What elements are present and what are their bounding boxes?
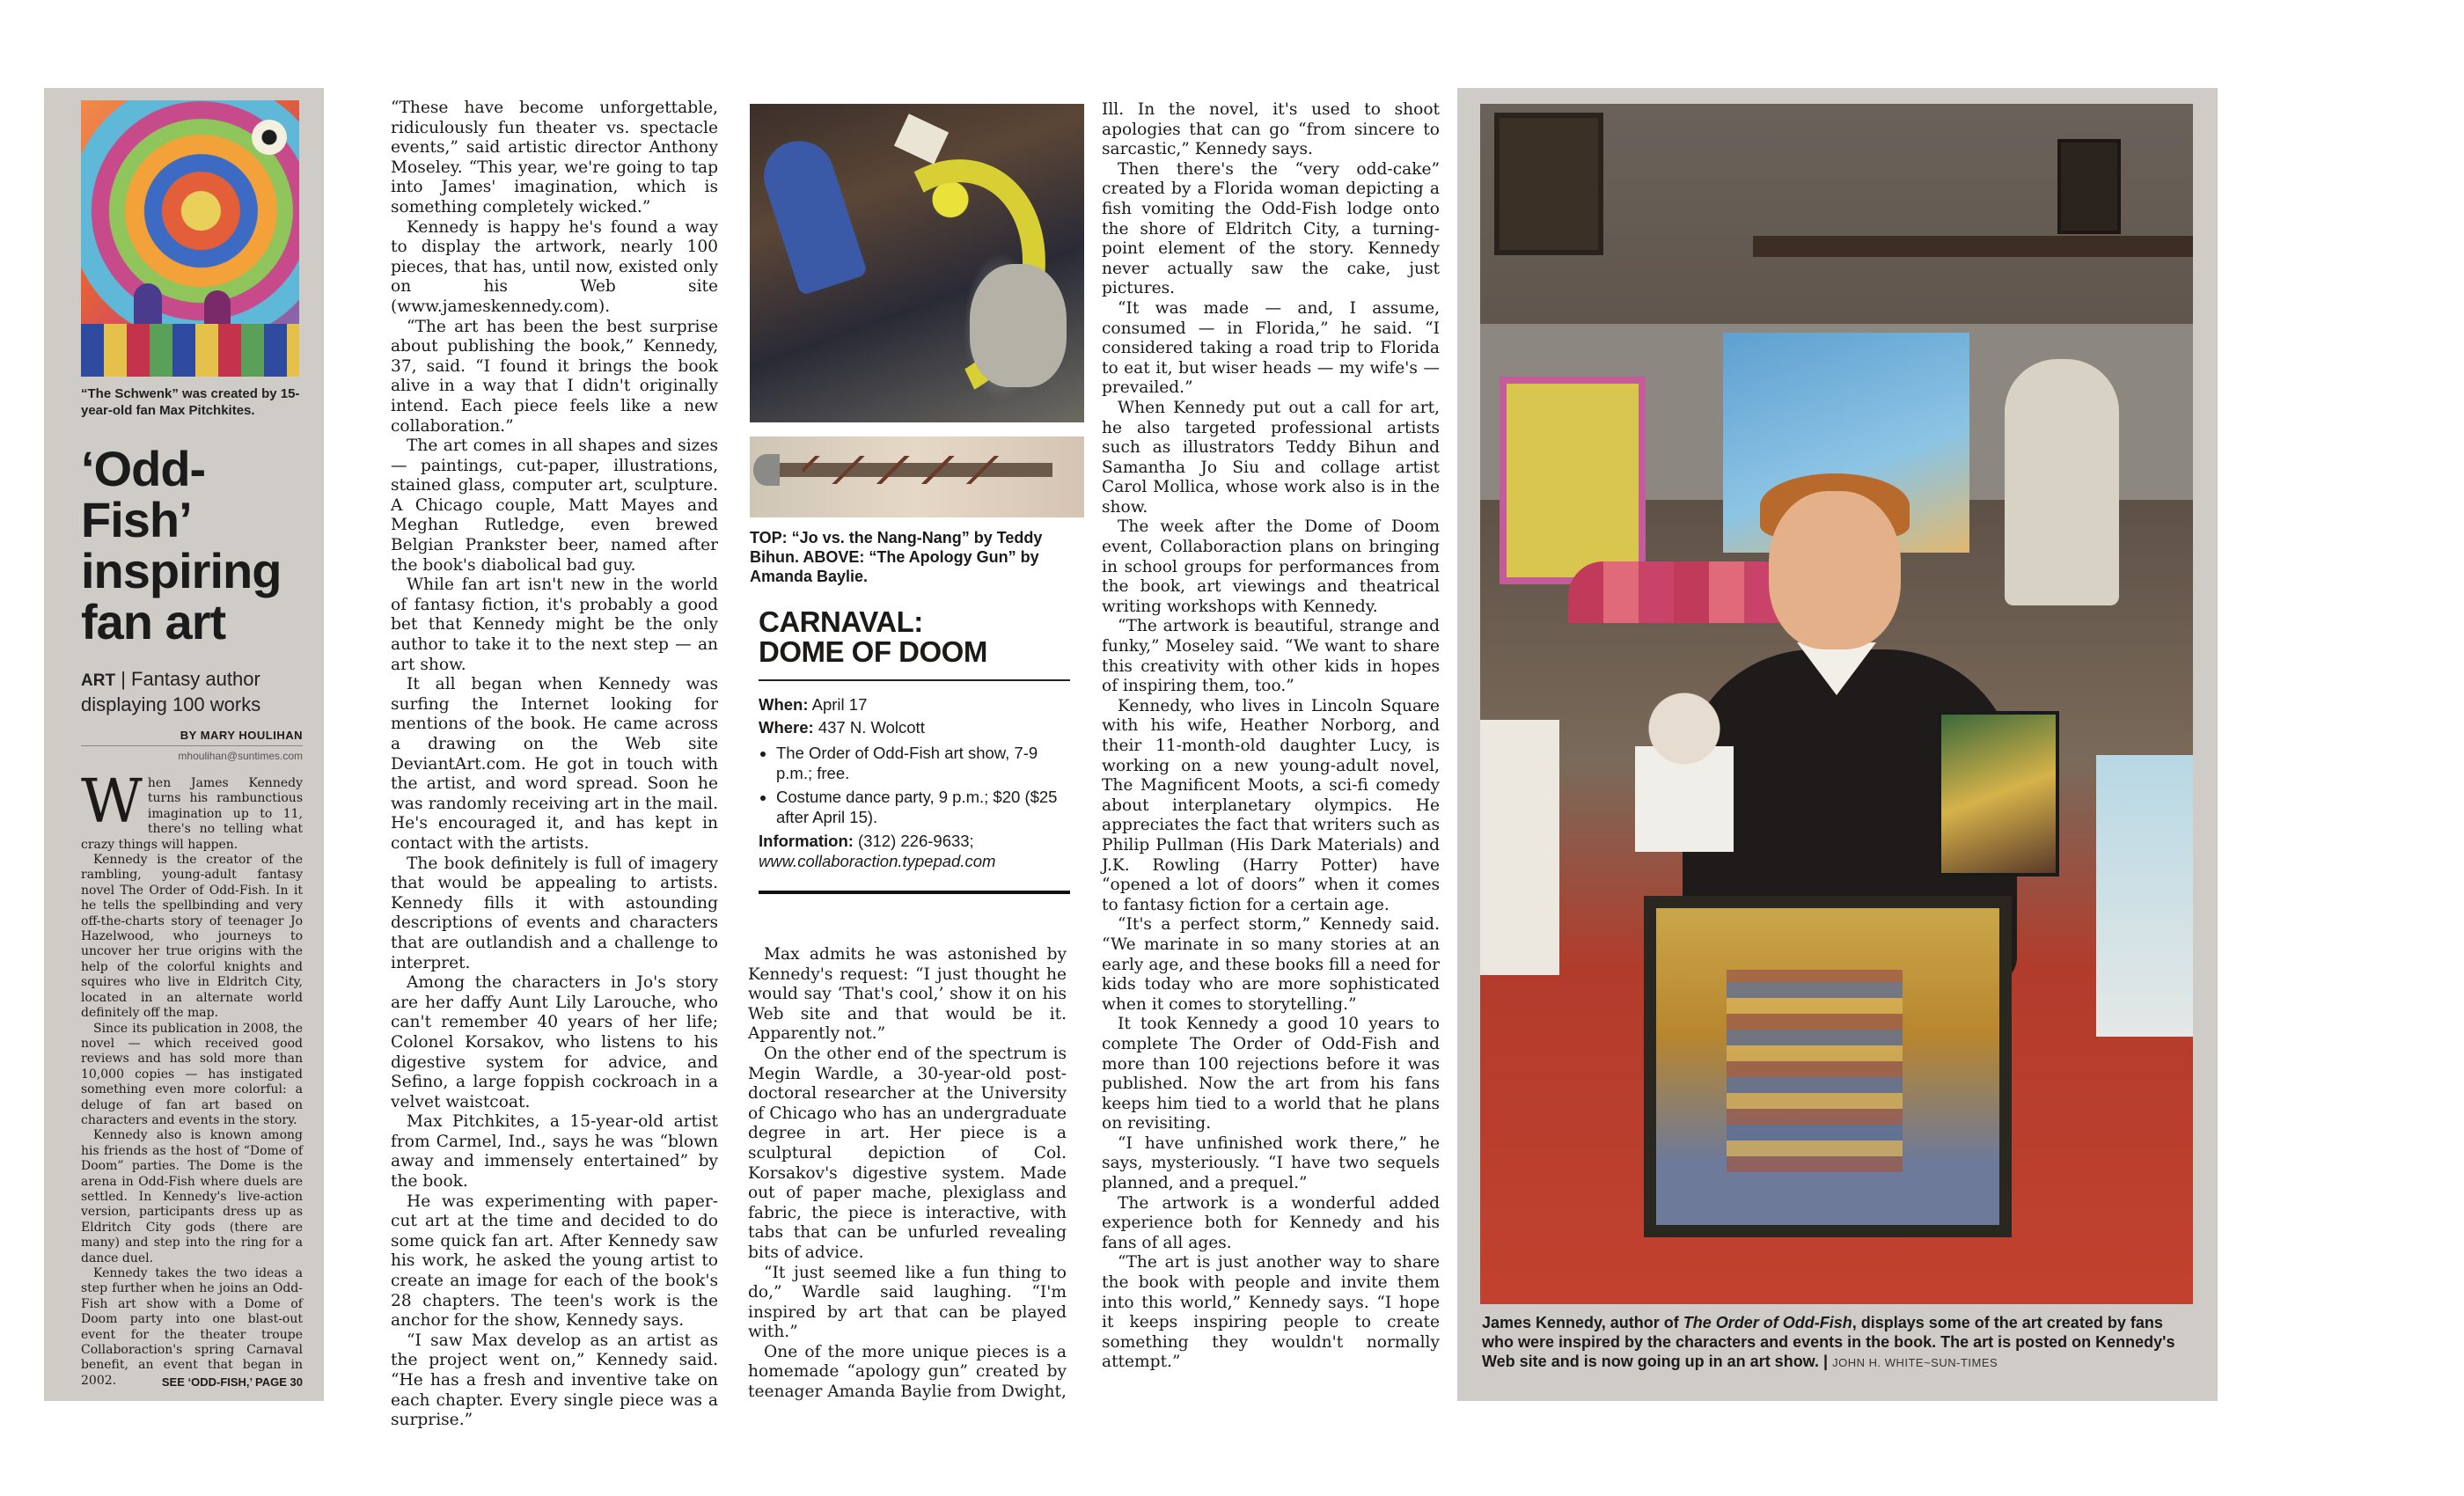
painting-hall xyxy=(1727,970,1903,1172)
paragraph: When Kennedy put out a call for art, he also targeted professional artists such as illustrators Teddy Bihun and Samantha Jo Siu and collage artist Carol Mollica, whose work also is in the show. xyxy=(1102,398,1440,517)
fan-art-canvas xyxy=(2005,359,2119,605)
infobox-title-line: CARNAVAL: xyxy=(759,605,923,638)
kennedy-photo xyxy=(1480,104,2193,1304)
mantel xyxy=(1753,236,2193,257)
jo-vs-nang-nang-image xyxy=(750,104,1084,422)
paragraph: It all began when Kennedy was surfing the Internet looking for mentions of the book. He came across a drawing on the Web site DeviantArt.com. He got in touch with the artist, and word spread. Soon he was randomly receiving art in the mail. He's encouraged it, and has kept in contact with the artists. xyxy=(391,675,718,853)
gun-arrows xyxy=(803,456,1005,484)
gun-bell xyxy=(753,454,780,486)
sidebar-paragraph: When James Kennedy turns his rambunctious imagination up to 11, there's no telling what crazy things will happen. xyxy=(81,767,303,852)
article-column-2 xyxy=(748,945,1067,1403)
list-item: • The Order of Odd-Fish art show, 7-9 p.m.; free. xyxy=(776,743,1070,783)
book-cover xyxy=(1938,711,2059,876)
artwork-eye-shape xyxy=(252,120,287,155)
paragraph: On the other end of the spectrum is Megin Wardle, a 30-year-old post-doctoral researcher at the University of Chicago who has an undergraduate degree in art. Her piece is a sculptural depiction of Col. Korsakov's digestive system. Made out of paper mache, plexiglass and fabric, the piece is interactive, with tabs that can be unfurled revealing bits of advice. xyxy=(748,1044,1067,1262)
where-row: Where: 437 N. Wolcott xyxy=(759,718,925,737)
deck-separator: | xyxy=(121,668,132,690)
fan-art-drawing xyxy=(1480,720,1559,975)
jump-line: SEE ‘ODD-FISH,’ PAGE 30 xyxy=(161,1375,303,1389)
headline: ‘Odd-Fish’ inspiring fan art xyxy=(81,441,282,649)
wall-frame xyxy=(1494,113,1603,255)
author-email: mhoulihan@suntimes.com xyxy=(81,745,303,762)
paragraph: “I have unfinished work there,” he says, mysteriously. “I have two sequels planned, and a prequel.” xyxy=(1102,1133,1440,1193)
paragraph: “The art has been the best surprise about publishing the book,” Kennedy, 37, said. “I found it brings the book alive in a way that I didn't originally intend. Each piece feels like a new collaboration.” xyxy=(391,317,718,436)
byline: BY MARY HOULIHAN xyxy=(180,729,303,742)
infobox-title xyxy=(759,607,1070,667)
divider xyxy=(759,891,1070,894)
paragraph: While fan art isn't new in the world of fantasy fiction, it's probably a good bet that Kennedy might be the only author to take it to the next step — an art show. xyxy=(391,576,718,674)
sidebar xyxy=(44,88,324,1401)
photo-credit: JOHN H. WHITE~SUN-TIMES xyxy=(1832,1356,1998,1369)
paragraph: “It just seemed like a fun thing to do,” Wardle said laughing. “I'm inspired by art that can be played with.” xyxy=(748,1263,1067,1342)
photo-panel xyxy=(1457,88,2218,1401)
paragraph: Then there's the “very odd-cake” created by a Florida woman depicting a fish vomiting the Odd-Fish lodge onto the shore of Eldritch City, a turning-point element of the story. Kennedy never actually saw the cake, just pictures. xyxy=(1102,159,1440,298)
paragraph: The book definitely is full of imagery that would be appealing to artists. Kennedy fills it with astounding descriptions of events and characters that are outlandish and a challenge to interpret. xyxy=(391,854,718,972)
paragraph: Max Pitchkites, a 15-year-old artist from Carmel, Ind., says he was “blown away and immensely entertained” by the book. xyxy=(391,1112,718,1192)
sidebar-paragraph: Kennedy is the creator of the rambling, young-adult fantasy novel The Order of Odd-Fish. In it he tells the spellbinding and very off-the-charts story of teenager Jo Hazelwood, who journeys to uncover her true origins with the help of the colorful knights and squires who live in Eldritch City, located in an alternate world definitely off the map. xyxy=(81,853,303,1021)
paragraph: The artwork is a wonderful added experience both for Kennedy and his fans of all ages. xyxy=(1102,1193,1440,1252)
fan-art-poster xyxy=(2096,755,2193,1037)
sidebar-paragraph: Kennedy takes the two ideas a step further when he joins an Odd-Fish art show with a Dome of Doom party into one blast-out event for the theater troupe Collaboraction's spring Carnaval benefit, an event that began in 2002. xyxy=(81,1266,303,1388)
when-row: When: April 17 xyxy=(759,695,868,714)
paragraph: Kennedy is happy he's found a way to display the artwork, nearly 100 pieces, that has, until now, existed only on his Web site (www.jameskennedy.com). xyxy=(391,217,718,316)
sidebar-paragraph: Since its publication in 2008, the novel — which received good reviews and has sold more than 10,000 copies — has instigated something even more colorful: a deluge of fan art based on characters and events in the story. xyxy=(81,1021,303,1127)
caption-separator: | xyxy=(1823,1353,1833,1370)
paragraph: One of the more unique pieces is a homemade “apology gun” created by teenager Amanda Baylie from Dwight, xyxy=(748,1342,1067,1402)
person-head xyxy=(1769,491,1901,649)
photo-caption: James Kennedy, author of The Order of Odd-Fish, displays some of the art created by fans who were inspired by the characters and events in the book. The art is posted on Kennedy's Web site and is now going up in an art show. | JOHN H. WHITE~SUN-TIMES xyxy=(1482,1314,2175,1370)
deck-text: Fantasy author displaying 100 works xyxy=(81,668,261,715)
fan-art-canvas xyxy=(1568,561,1797,623)
doll-figure xyxy=(1635,676,1734,852)
event-list xyxy=(759,743,1070,827)
article-column-3 xyxy=(1102,100,1440,1373)
divider xyxy=(759,679,1070,681)
paragraph: He was experimenting with paper-cut art at the time and decided to do some quick fan art. After Kennedy saw his work, he asked the young artist to create an image for each of the book's 28 chapters. The teen's work is the anchor for the show, Kennedy says. xyxy=(391,1192,718,1331)
paragraph: Ill. In the novel, it's used to shoot apologies that can go “from sincere to sarcastic,” Kennedy says. xyxy=(1102,100,1440,159)
art-caption: TOP: “Jo vs. the Nang-Nang” by Teddy Bihun. ABOVE: “The Apology Gun” by Amanda Baylie. xyxy=(750,529,1043,585)
artwork-paper xyxy=(894,114,949,164)
artwork-city-blocks xyxy=(81,324,299,377)
artwork-face xyxy=(970,264,1067,387)
event-infobox xyxy=(759,607,1070,894)
apology-gun-image xyxy=(750,436,1084,517)
infobox-title-line: DOME OF DOOM xyxy=(759,635,987,668)
sidebar-body xyxy=(81,767,303,1389)
dropcap: W xyxy=(81,767,143,837)
article-column-1 xyxy=(391,99,718,1431)
paragraph: “I saw Max develop as an artist as the project went on,” Kennedy said. “He has a fresh and inventive take on each chapter. Every single piece was a surprise.” xyxy=(391,1331,718,1430)
wall-frame xyxy=(2057,139,2121,234)
paragraph: “The artwork is beautiful, strange and funky,” Moseley said. “We want to share this creativity with other kids in hopes of inspiring them, too.” xyxy=(1102,617,1440,696)
paragraph: The art comes in all shapes and sizes — paintings, cut-paper, illustrations, stained glass, computer art, sculpture. A Chicago couple, Matt Mayes and Meghan Rutledge, even brewed Belgian Prankster beer, named after the book's diabolical bad guy. xyxy=(391,436,718,575)
list-item: • Costume dance party, 9 p.m.; $20 ($25 after April 15). xyxy=(776,787,1070,827)
paragraph: The week after the Dome of Doom event, Collaboraction plans on bringing in school groups for performances from the book, art viewings and theatrical writing workshops with Kennedy. xyxy=(1102,517,1440,616)
info-url[interactable]: www.collaboraction.typepad.com xyxy=(759,852,996,870)
thumb-caption: “The Schwenk” was created by 15-year-old fan Max Pitchkites. xyxy=(81,386,300,418)
paragraph: Max admits he was astonished by Kennedy's request: “I just thought he would say ‘That's cool,’ show it on his Web site and that would be it. Apparently not.” xyxy=(748,945,1067,1044)
sidebar-paragraph: Kennedy also is known among his friends as the host of “Dome of Doom” parties. The Dome is the arena in Odd-Fish where duels are settled. In Kennedy's live-action version, participants dress up as Eldritch City gods (there are many) and step into the ring for a dance duel. xyxy=(81,1128,303,1265)
paragraph: “These have become unforgettable, ridiculously fun theater vs. spectacle events,” said artistic director Anthony Moseley. “This year, we're going to tap into James' imagination, which is something completely wicked.” xyxy=(391,99,718,216)
paragraph: Among the characters in Jo's story are her daffy Aunt Lily Larouche, who can't remember 40 years of her life; Colonel Korsakov, who listens to his digestive system for advice, and Sefino, a large foppish cockroach in a velvet waistcoat. xyxy=(391,973,718,1111)
fan-art-canvas xyxy=(1500,377,1646,584)
deck xyxy=(81,667,303,716)
paragraph: It took Kennedy a good 10 years to complete The Order of Odd-Fish and more than 100 rejections before it was published. Now the art from his fans keeps him tied to a world that he plans on revisiting. xyxy=(1102,1015,1440,1133)
paragraph: “It's a perfect storm,” Kennedy said. “We marinate in so many stories at an early age, and these books fill a need for kids today who are more sophisticated when it comes to storytelling.” xyxy=(1102,915,1440,1014)
info-row: Information: (312) 226-9633; www.collaboraction.typepad.com xyxy=(759,832,996,870)
paragraph: “It was made — and, I assume, consumed — in Florida,” he said. “I considered taking a road trip to Florida to eat it, but wiser heads — my wife's — prevailed.” xyxy=(1102,298,1440,398)
paragraph: “The art is just another way to share the book with people and invite them into this world,” Kennedy says. “I hope it keeps inspiring people to create something they wouldn't normally attempt.” xyxy=(1102,1253,1440,1372)
section-label: ART xyxy=(81,671,116,690)
framed-painting xyxy=(1644,896,2012,1237)
schwenk-artwork-image xyxy=(81,100,299,377)
paragraph: Kennedy, who lives in Lincoln Square with his wife, Heather Norborg, and their 11-month-old daughter Lucy, is working on a new young-adult novel, The Magnificent Moots, a sci-fi comedy about interplanetary olympics. He appreciates the fact that writers such as Philip Pullman (His Dark Materials) and J.K. Rowling (Harry Potter) have “opened a lot of doors” when it comes to fantasy fiction for a certain age. xyxy=(1102,696,1440,914)
